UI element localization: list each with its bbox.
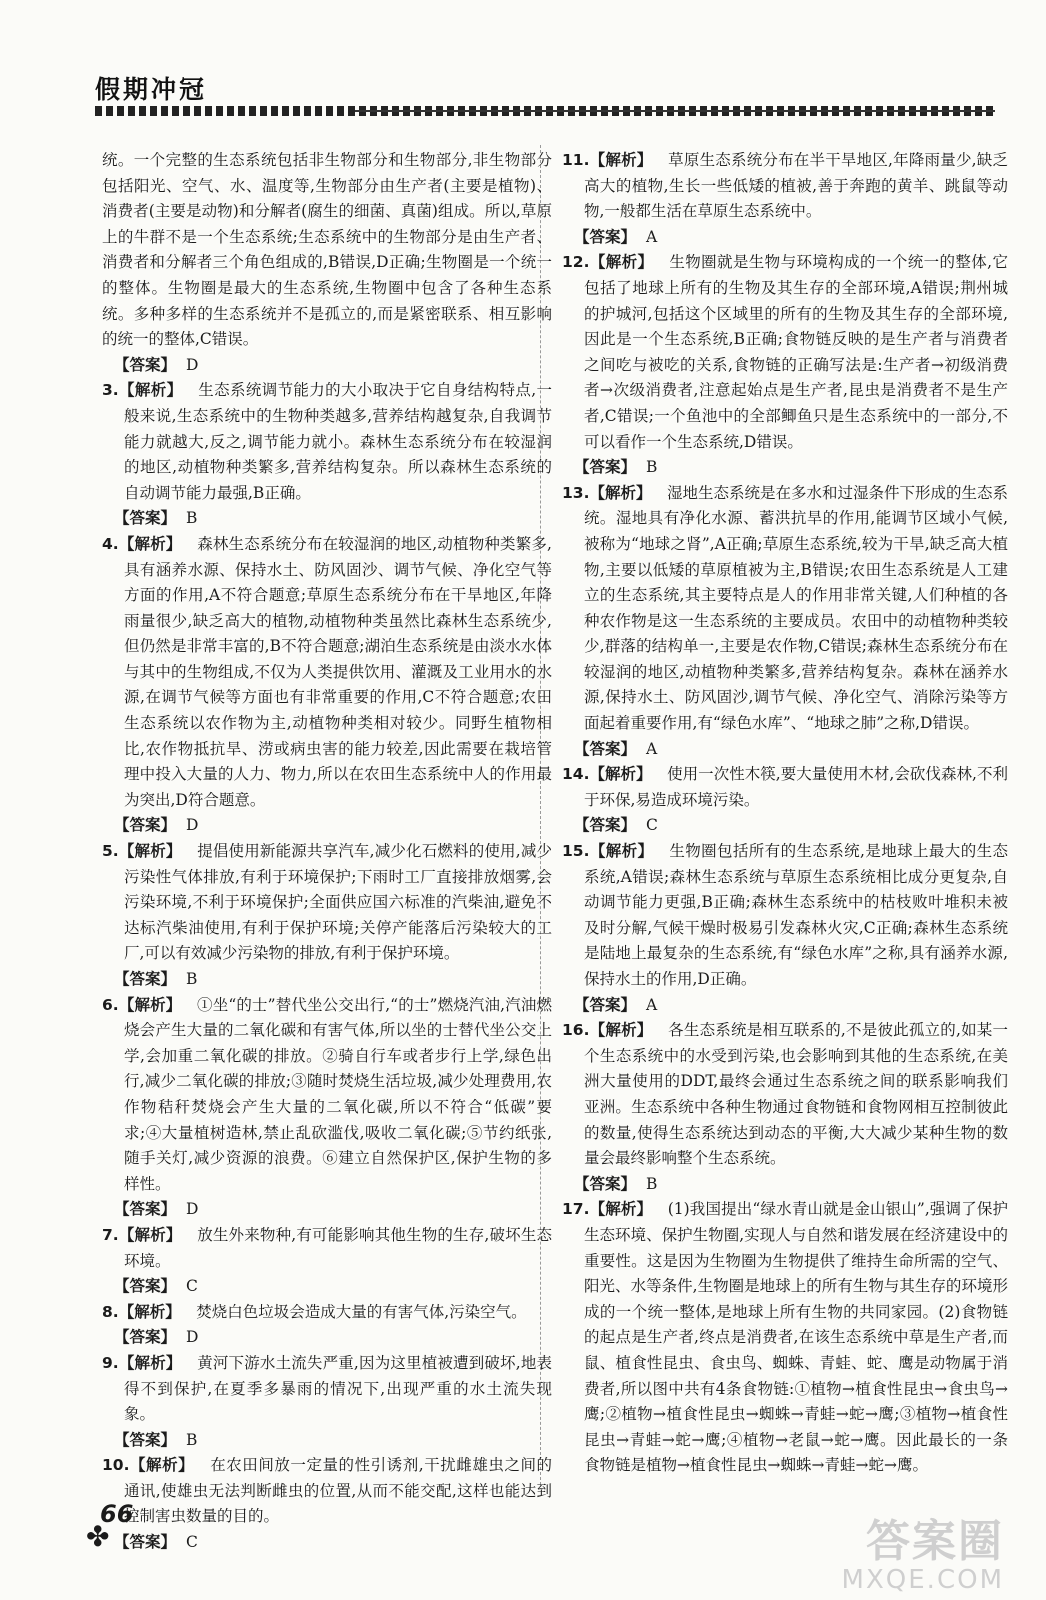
analysis-label: 【解析】	[589, 151, 653, 169]
answer-value: B	[186, 1430, 198, 1449]
watermark-logo: 答案圈	[866, 1516, 1004, 1567]
explanation-entry	[102, 148, 552, 353]
answer-line	[102, 506, 552, 532]
answer-line	[102, 813, 552, 839]
answer-value: B	[186, 970, 198, 988]
analysis-text: 放生外来物种,有可能影响其他生物的生存,破坏生态环境。	[124, 1225, 552, 1270]
analysis-label: 【解析】	[129, 1456, 195, 1475]
explanation-entry	[562, 148, 1008, 225]
answer-label: 【答案】	[574, 1174, 637, 1193]
answer-line	[562, 993, 1008, 1019]
answer-label: 【答案】	[114, 970, 177, 988]
analysis-text: (1)我国提出“绿水青山就是金山银山”,强调了保护生态环境、保护生物圈,实现人与自然和谐发展在经济建设中的重要性。这是因为生物圈为生物提供了维持生命所需的空气、阳光、水等条件,生物圈是地球上的所有生物与其生存的环境形成的一个统一整体,是地球上所有生物的共同家园。(2)食物链的起点是生产者,终点是消费者,在该生态系统中草是生产者,而鼠、植食性昆虫、食虫鸟、蜘蛛、青蛙、蛇、鹰是动物属于消费者,所以图中共有4条食物链:①植物→植食性昆虫→食虫鸟→鹰;②植物→植食性昆虫→蜘蛛→青蛙→蛇→鹰;③植物→植食性昆虫→青蛙→蛇→鹰;④植物→老鼠→蛇→鹰。因此最长的一条食物链是植物→植食性昆虫→蜘蛛→青蛙→蛇→鹰。	[584, 1200, 1008, 1475]
answer-label: 【答案】	[574, 995, 637, 1014]
question-number: 9.	[102, 1353, 119, 1372]
explanation-entry	[102, 532, 552, 814]
explanation-entry	[102, 1223, 552, 1274]
analysis-text: 生物圈包括所有的生态系统,是地球上最大的生态系统,A错误;森林生态系统与草原生态系统相比成分更复杂,自动调节能力更强,B正确;森林生态系统中的枯枝败叶堆积未被及时分解,气候干燥时极易引发森林火灾,C正确;森林生态系统是陆地上最复杂的生态系统,有“绿色水库”之称,具有涵养水源,保持水土的作用,D正确。	[584, 842, 1008, 988]
analysis-text: 生态系统调节能力的大小取决于它自身结构特点,一般来说,生态系统中的生物种类越多,营养结构越复杂,自我调节能力就越大,反之,调节能力就小。森林生态系统分布在较湿润的地区,动植物种类繁多,营养结构复杂。所以森林生态系统的自动调节能力最强,B正确。	[124, 381, 552, 502]
answer-line	[102, 967, 552, 993]
answer-label: 【答案】	[114, 1277, 177, 1296]
analysis-label: 【解析】	[589, 765, 652, 784]
answer-line	[102, 1197, 552, 1223]
question-number: 13.	[562, 483, 590, 502]
answer-value: D	[186, 1328, 199, 1347]
analysis-label: 【解析】	[118, 381, 183, 400]
explanation-entry	[102, 1453, 552, 1530]
explanation-entry	[562, 250, 1008, 455]
analysis-label: 【解析】	[589, 483, 652, 502]
question-number: 17.	[562, 1200, 590, 1219]
answer-line	[102, 353, 552, 379]
explanation-entry	[562, 1197, 1008, 1479]
answer-label: 【答案】	[574, 458, 637, 477]
answer-label: 【答案】	[114, 1533, 177, 1552]
analysis-text: 焚烧白色垃圾会造成大量的有害气体,污染空气。	[196, 1302, 527, 1321]
left-column	[102, 148, 552, 1556]
analysis-label: 【解析】	[589, 842, 654, 861]
analysis-text: 湿地生态系统是在多水和过湿条件下形成的生态系统。湿地具有净化水源、蓄洪抗旱的作用,能调节区域小气候,被称为“地球之肾”,A正确;草原生态系统,较为干旱,缺乏高大植物,主要以低矮的草原植被为主,B错误;农田生态系统是人工建立的生态系统,其主要特点是人的作用非常关键,人们种植的各种农作物是这一生态系统的主要成员。农田中的动植物种类较少,群落的结构单一,主要是农作物,C错误;森林生态系统分布在较湿润的地区,动植物种类繁多,营养结构复杂。森林在涵养水源,保持水土、防风固沙,调节气候、净化空气、消除污染等方面起着重要作用,有“绿色水库”、“地球之肺”之称,D错误。	[584, 483, 1008, 733]
answer-label: 【答案】	[574, 227, 637, 246]
analysis-text: 生物圈就是生物与环境构成的一个统一的整体,它包括了地球上所有的生物及其生存的全部环境,A错误;荆州城的护城河,包括这个区域里的所有的生物及其生存的全部环境,因此是一个生态系统,B正确;食物链反映的是生产者与消费者之间吃与被吃的关系,食物链的正确写法是:生产者→初级消费者→次级消费者,注意起始点是生产者,昆虫是消费者不是生产者,C错误;一个鱼池中的全部鲫鱼只是生态系统中的一部分,不可以看作一个生态系统,D错误。	[584, 253, 1008, 451]
explanation-entry	[562, 1018, 1008, 1172]
answer-line	[562, 813, 1008, 839]
answer-label: 【答案】	[114, 1430, 177, 1449]
page-number: 66	[100, 1500, 134, 1528]
explanation-entry	[102, 993, 552, 1198]
analysis-label: 【解析】	[118, 1302, 181, 1321]
explanation-entry	[102, 1351, 552, 1428]
answer-label: 【答案】	[114, 816, 177, 835]
explanation-entry	[102, 839, 552, 967]
answer-line	[562, 225, 1008, 251]
answer-line	[102, 1325, 552, 1351]
analysis-text: 提倡使用新能源共享汽车,减少化石燃料的使用,减少污染性气体排放,有利于环境保护;下雨时工厂直接排放烟雾,会污染环境,不利于环境保护;全面供应国六标准的汽柴油,避免不达标汽柴油使用,有利于保护环境;关停产能落后污染较大的工厂,可以有效减少污染物的排放,有利于保护环境。	[124, 842, 553, 963]
explanation-entry	[102, 378, 552, 506]
explanation-entry	[562, 839, 1008, 993]
analysis-label: 【解析】	[589, 253, 654, 272]
explanation-entry	[102, 1300, 552, 1326]
analysis-label: 【解析】	[118, 995, 182, 1014]
question-number: 12.	[562, 253, 590, 272]
question-number: 3.	[102, 381, 119, 400]
answer-line	[102, 1274, 552, 1300]
answer-value: A	[646, 739, 658, 758]
analysis-label: 【解析】	[589, 1200, 653, 1219]
header-rule	[95, 106, 995, 116]
question-number: 16.	[562, 1021, 590, 1040]
watermark	[842, 1505, 1004, 1595]
question-number: 10.	[102, 1456, 130, 1475]
question-number: 15.	[562, 842, 590, 861]
question-number: 4.	[102, 534, 119, 553]
question-number: 14.	[562, 765, 590, 784]
explanation-entry	[562, 762, 1008, 813]
analysis-label: 【解析】	[118, 534, 182, 553]
answer-value: B	[646, 458, 658, 477]
question-number: 7.	[102, 1225, 119, 1244]
answer-value: A	[646, 995, 658, 1014]
explanation-entry	[562, 481, 1008, 737]
answer-value: C	[186, 1277, 198, 1296]
question-number: 11.	[562, 151, 590, 169]
analysis-text: 统。一个完整的生态系统包括非生物部分和生物部分,非生物部分包括阳光、空气、水、温度等,生物部分由生产者(主要是植物)、消费者(主要是动物)和分解者(腐生的细菌、真菌)组成。所以,草原上的牛群不是一个生态系统;生态系统中的生物部分是由生产者、消费者和分解者三个角色组成的,B错误,D正确;生物圈是一个统一的整体。生物圈是最大的生态系统,生物圈中包含了各种生态系统。多种多样的生态系统并不是孤立的,而是紧密联系、相互影响的统一的整体,C错误。	[102, 151, 552, 349]
answer-label: 【答案】	[114, 509, 177, 528]
question-number: 5.	[102, 842, 119, 861]
answer-value: B	[186, 509, 198, 528]
answer-line	[102, 1428, 552, 1454]
answer-line	[562, 1172, 1008, 1198]
analysis-text: ①坐“的士”替代坐公交出行,“的士”燃烧汽油,汽油燃烧会产生大量的二氧化碳和有害气体,所以坐的士替代坐公交上学,会加重二氧化碳的排放。②骑自行车或者步行上学,绿色出行,减少二氧化碳的排放;③随时焚烧生活垃圾,减少处理费用,农作物秸秆焚烧会产生大量的二氧化碳,所以不符合“低碳”要求;④大量植树造林,禁止乱砍滥伐,吸收二氧化碳;⑤节约纸张,随手关灯,减少资源的浪费。⑥建立自然保护区,保护生物的多样性。	[124, 995, 552, 1193]
answer-value: B	[646, 1174, 658, 1193]
analysis-text: 在农田间放一定量的性引诱剂,干扰雌雄虫之间的通讯,使雄虫无法判断雌虫的位置,从而不能交配,这样也能达到控制害虫数量的目的。	[124, 1456, 552, 1526]
answer-value: D	[186, 816, 199, 835]
analysis-text: 森林生态系统分布在较湿润的地区,动植物种类繁多,具有涵养水源、保持水土、防风固沙、调节气候、净化空气等方面的作用,A不符合题意;草原生态系统分布在干旱地区,年降雨量很少,缺乏高大的植物,动植物种类虽然比森林生态系统少,但仍然是非常丰富的,B不符合题意;湖泊生态系统是由淡水水体与其中的生物组成,不仅为人类提供饮用、灌溉及工业用水的水源,在调节气候等方面也有非常重要的作用,C不符合题意;农田生态系统以农作物为主,动植物种类相对较少。同野生植物相比,农作物抵抗旱、涝或病虫害的能力较差,因此需要在栽培管理中投入大量的人力、物力,所以在农田生态系统中人的作用最为突出,D符合题意。	[124, 534, 552, 809]
question-number: 8.	[102, 1302, 119, 1321]
watermark-url: MXQE.COM	[841, 1565, 1004, 1595]
analysis-text: 草原生态系统分布在半干旱地区,年降雨量少,缺乏高大的植物,生长一些低矮的植被,善于奔跑的黄羊、跳鼠等动物,一般都生活在草原生态系统中。	[584, 151, 1008, 221]
answer-value: A	[646, 227, 658, 246]
analysis-label: 【解析】	[118, 1225, 182, 1244]
analysis-text: 各生态系统是相互联系的,不是彼此孤立的,如某一个生态系统中的水受到污染,也会影响到其他的生态系统,在美洲大量使用的DDT,最终会通过生态系统之间的联系影响我们亚洲。生态系统中各种生物通过食物链和食物网相互控制彼此的数量,使得生态系统达到动态的平衡,大大减少某种生物的数量会最终影响整个生态系统。	[584, 1021, 1008, 1168]
answer-line	[562, 737, 1008, 763]
book-title: 假期冲冠	[95, 75, 208, 104]
answer-value: C	[186, 1533, 198, 1552]
answer-value: D	[186, 1200, 199, 1219]
question-number: 6.	[102, 995, 119, 1014]
answer-label: 【答案】	[114, 1200, 177, 1219]
answer-value: C	[646, 816, 658, 835]
answer-value: D	[186, 355, 199, 374]
analysis-label: 【解析】	[118, 1353, 182, 1372]
answer-label: 【答案】	[574, 739, 637, 758]
analysis-label: 【解析】	[589, 1021, 653, 1040]
analysis-label: 【解析】	[118, 842, 182, 861]
answer-label: 【答案】	[114, 355, 177, 374]
analysis-text: 黄河下游水土流失严重,因为这里植被遭到破坏,地表得不到保护,在夏季多暴雨的情况下,出现严重的水土流失现象。	[124, 1353, 552, 1424]
answer-line	[102, 1530, 552, 1556]
analysis-text: 使用一次性木筷,要大量使用木材,会砍伐森林,不利于环保,易造成环境污染。	[584, 765, 1008, 809]
answer-label: 【答案】	[114, 1328, 177, 1347]
answer-label: 【答案】	[574, 816, 637, 835]
page-header	[95, 70, 995, 120]
right-column	[562, 148, 1008, 1479]
mascot-icon: ✤	[86, 1520, 110, 1553]
answer-line	[562, 455, 1008, 481]
